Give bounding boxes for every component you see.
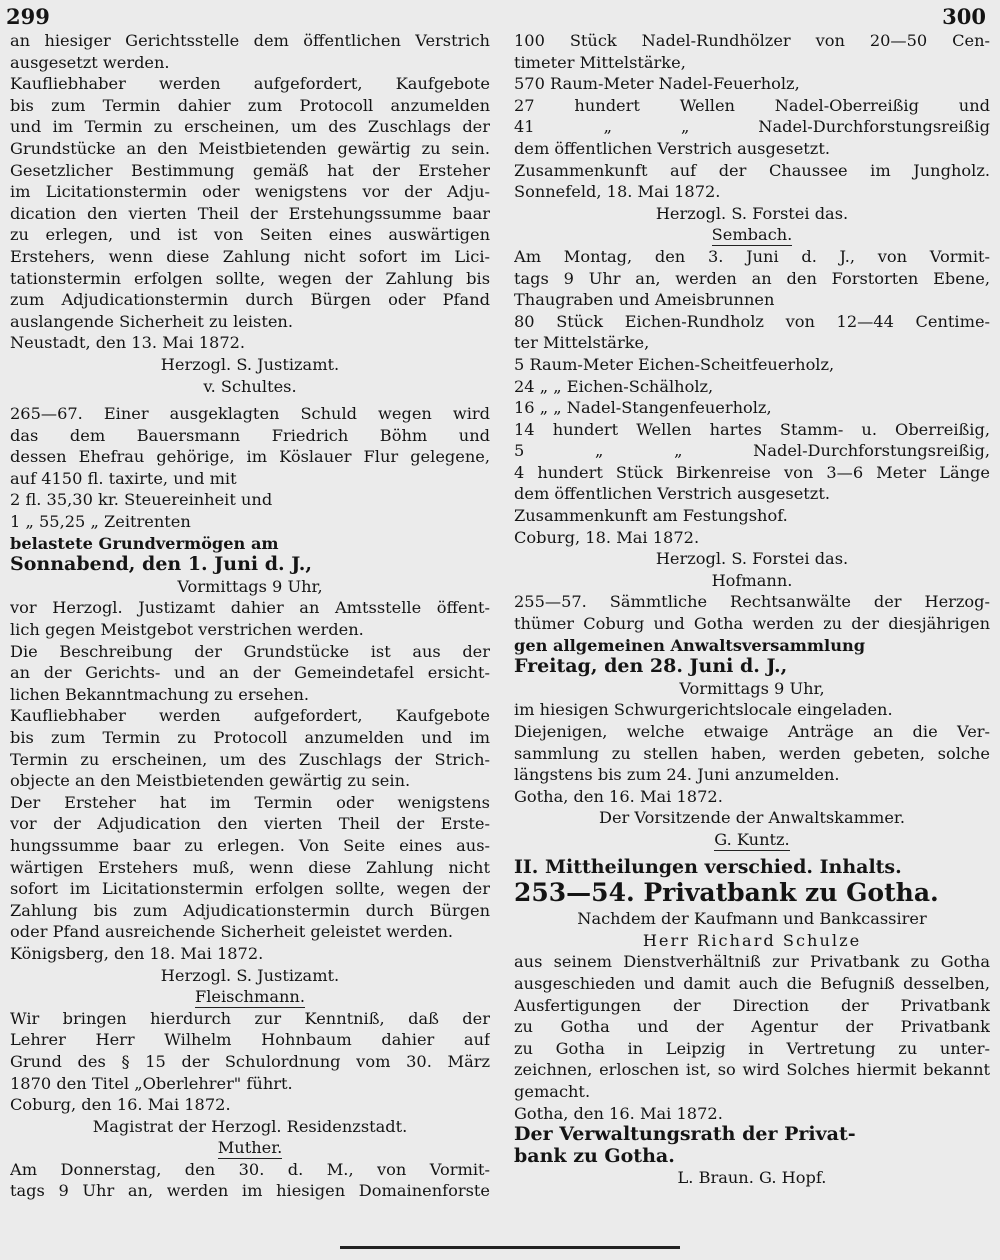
text-line <box>514 1016 990 1038</box>
line-text: dessen Ehefrau gehörige, im Köslauer Flur gelegene, <box>10 447 490 467</box>
text-line <box>514 354 990 376</box>
line-text: Freitag, den 28. Juni d. J., <box>514 656 788 678</box>
line-text: und im Termin zu erscheinen, um des Zuschlags der <box>10 117 490 137</box>
line-text: Vormittags 9 Uhr, <box>679 678 825 698</box>
text-line <box>514 721 990 743</box>
line-text: 4 hundert Stück Birkenreise von 3—6 Meter Länge <box>514 462 990 482</box>
text-line <box>514 973 990 995</box>
text-line <box>10 224 490 246</box>
line-text: Zahlung bis zum Adjudicationstermin durch Bürgen <box>10 900 490 920</box>
line-text: längstens bis zum 24. Juni anzumelden. <box>514 765 840 785</box>
text-line <box>10 770 490 792</box>
line-text: 14 hundert Wellen hartes Stamm- u. Oberreißig, <box>514 419 990 439</box>
line-text: das dem Bauersmann Friedrich Böhm und <box>10 425 490 445</box>
text-line <box>10 354 490 376</box>
line-text: 255—57. Sämmtliche Rechtsanwälte der Herzog- <box>514 592 990 612</box>
text-line <box>514 699 990 721</box>
text-line <box>10 468 490 490</box>
text-line <box>10 857 490 879</box>
text-line <box>10 203 490 225</box>
line-text: sammlung zu stellen haben, werden gebeten, solche <box>514 743 990 763</box>
line-text: II. Mittheilungen verschied. Inhalts. <box>514 856 902 878</box>
text-line <box>514 1167 990 1189</box>
line-text: Erstehers, wenn diese Zahlung nicht sofort im Lici- <box>10 246 490 266</box>
line-text: zu Gotha und der Agentur der Privatbank <box>514 1017 990 1037</box>
bottom-rule <box>340 1246 680 1249</box>
line-text: Sonnabend, den 1. Juni d. J., <box>10 554 312 576</box>
line-text: 80 Stück Eichen-Rundholz von 12—44 Centime- <box>514 311 990 331</box>
text-line <box>514 138 990 160</box>
text-line <box>10 1159 490 1181</box>
line-text: 2 fl. 35,30 kr. Steuereinheit und <box>10 490 273 510</box>
text-line <box>10 52 490 74</box>
text-line <box>514 548 990 570</box>
line-text: Am Donnerstag, den 30. d. M., von Vormit- <box>10 1159 490 1179</box>
text-line <box>514 419 990 441</box>
text-line <box>514 656 990 678</box>
line-text: Grund des § 15 der Schulordnung vom 30. März <box>10 1051 490 1071</box>
line-text: Sonnefeld, 18. Mai 1872. <box>514 182 721 202</box>
text-line <box>514 764 990 786</box>
line-text: Ausfertigungen der Direction der Privatbank <box>514 995 990 1015</box>
text-line <box>514 857 990 879</box>
text-line <box>514 181 990 203</box>
text-line <box>514 1081 990 1103</box>
text-line <box>10 1051 490 1073</box>
text-line <box>10 1180 490 1202</box>
text-line <box>514 440 990 462</box>
line-text: G. Kuntz. <box>714 829 790 849</box>
text-line <box>10 425 490 447</box>
line-text: tationstermin erfolgen sollte, wegen der Zahlung bis <box>10 268 490 288</box>
line-text: Zusammenkunft auf der Chaussee im Jungholz. <box>514 160 990 180</box>
line-text: an hiesiger Gerichtsstelle dem öffentlichen Verstrich <box>10 31 490 50</box>
text-line <box>514 505 990 527</box>
text-line <box>10 727 490 749</box>
text-line <box>514 1038 990 1060</box>
text-line <box>514 268 990 290</box>
text-line <box>10 1094 490 1116</box>
line-text: Kaufliebhaber werden aufgefordert, Kaufgebote <box>10 74 490 94</box>
text-line <box>514 203 990 225</box>
line-text: lich gegen Meistgebot verstrichen werden. <box>10 620 364 640</box>
text-line <box>514 116 990 138</box>
text-line <box>514 95 990 117</box>
line-text: wärtigen Erstehers muß, wenn diese Zahlung nicht <box>10 857 490 877</box>
text-line <box>10 576 490 598</box>
line-text: Die Beschreibung der Grundstücke ist aus der <box>10 641 490 661</box>
text-line <box>10 1137 490 1159</box>
text-line <box>10 749 490 771</box>
line-text: zu erlegen, und ist von Seiten eines auswärtigen <box>10 225 490 245</box>
text-line <box>10 533 490 555</box>
line-text: Der Vorsitzende der Anwaltskammer. <box>598 808 906 828</box>
line-text: tags 9 Uhr an, werden im hiesigen Domainenforste <box>10 1181 490 1201</box>
text-line <box>10 311 490 333</box>
line-text: 5 Raum-Meter Eichen-Scheitfeuerholz, <box>514 354 835 374</box>
line-text: Herzogl. S. Justizamt. <box>160 965 340 985</box>
left-column <box>10 30 490 1202</box>
line-text: v. Schultes. <box>203 376 297 396</box>
text-line <box>514 678 990 700</box>
line-text: Der Ersteher hat im Termin oder wenigstens <box>10 792 490 812</box>
line-text: 570 Raum-Meter Nadel-Feuerholz, <box>514 74 800 94</box>
text-line <box>10 30 490 52</box>
line-text: 1870 den Titel „Oberlehrer" führt. <box>10 1073 293 1093</box>
line-text: 24 „ „ Eichen-Schälholz, <box>514 376 714 396</box>
text-line <box>10 116 490 138</box>
text-line <box>10 289 490 311</box>
text-line <box>514 591 990 613</box>
line-text: ausgeschieden und damit auch die Befugniß desselben, <box>514 973 990 993</box>
line-text: Der Verwaltungsrath der Privat- <box>514 1124 856 1146</box>
line-text: bank zu Gotha. <box>514 1145 675 1167</box>
text-line <box>10 73 490 95</box>
text-line <box>10 792 490 814</box>
text-line <box>10 511 490 533</box>
text-line <box>10 878 490 900</box>
text-line <box>514 73 990 95</box>
text-line <box>514 570 990 592</box>
line-text: 100 Stück Nadel-Rundhölzer von 20—50 Cen- <box>514 31 990 50</box>
text-line <box>514 527 990 549</box>
line-text: zum Adjudicationstermin durch Bürgen oder Pfand <box>10 290 490 310</box>
line-text: 265—67. Einer ausgeklagten Schuld wegen wird <box>10 404 490 424</box>
text-line <box>514 30 990 52</box>
line-text: Thaugraben und Ameisbrunnen <box>514 290 775 310</box>
text-line <box>514 1059 990 1081</box>
text-line <box>10 376 490 398</box>
text-line <box>10 554 490 576</box>
text-line <box>10 332 490 354</box>
line-text: timeter Mittelstärke, <box>514 52 686 72</box>
text-line <box>514 635 990 657</box>
line-text: Herzogl. S. Forstei das. <box>655 549 849 569</box>
page-number-right: 300 <box>942 4 986 29</box>
line-text: Zusammenkunft am Festungshof. <box>514 506 788 526</box>
text-line <box>514 1103 990 1125</box>
text-line <box>514 1124 990 1146</box>
line-text: zeichnen, erloschen ist, so wird Solches hiermit bekannt <box>514 1060 990 1080</box>
text-line <box>514 878 990 908</box>
line-text: bis zum Termin zu Protocoll anzumelden und im <box>10 728 490 747</box>
line-text: Gotha, den 16. Mai 1872. <box>514 1103 723 1123</box>
text-line <box>10 403 490 425</box>
line-text: 27 hundert Wellen Nadel-Oberreißig und <box>514 95 990 115</box>
line-text: 41 „ „ Nadel-Durchforstungsreißig <box>514 117 990 137</box>
line-text: 16 „ „ Nadel-Stangenfeuerholz, <box>514 398 772 418</box>
line-text: im hiesigen Schwurgerichtslocale eingeladen. <box>514 700 893 720</box>
line-text: Am Montag, den 3. Juni d. J., von Vormit- <box>514 246 990 266</box>
text-line <box>514 332 990 354</box>
line-text: Fleischmann. <box>195 987 305 1007</box>
text-line <box>10 268 490 290</box>
line-text: Termin zu erscheinen, um des Zuschlags der Strich- <box>10 749 490 769</box>
text-line <box>10 181 490 203</box>
text-line <box>10 1073 490 1095</box>
line-text: Nachdem der Kaufmann und Bankcassirer <box>577 909 927 929</box>
line-text: oder Pfand ausreichende Sicherheit geleistet werden. <box>10 922 454 942</box>
line-text: aus seinem Dienstverhältniß zur Privatbank zu Gotha <box>514 952 990 972</box>
text-line <box>514 951 990 973</box>
line-text: dem öffentlichen Verstrich ausgesetzt. <box>514 484 830 504</box>
text-line <box>514 311 990 333</box>
right-column <box>514 30 990 1189</box>
line-text: auf 4150 fl. taxirte, und mit <box>10 468 237 488</box>
line-text: Sembach. <box>711 225 793 245</box>
text-line <box>514 1146 990 1168</box>
text-line <box>10 641 490 663</box>
line-text: lichen Bekanntmachung zu ersehen. <box>10 684 310 704</box>
text-line <box>514 786 990 808</box>
line-text: vor Herzogl. Justizamt dahier an Amtsstelle öffent- <box>10 598 490 618</box>
text-line <box>10 619 490 641</box>
text-line <box>514 613 990 635</box>
text-line <box>10 246 490 268</box>
text-line <box>10 1008 490 1030</box>
line-text: Diejenigen, welche etwaige Anträge an die Ver- <box>514 722 990 741</box>
line-text: gen allgemeinen Anwaltsversammlung <box>514 635 866 655</box>
line-text: Magistrat der Herzogl. Residenzstadt. <box>92 1116 408 1136</box>
line-text: thümer Coburg und Gotha werden zu der diesjährigen <box>514 614 990 634</box>
line-text: Hofmann. <box>711 570 793 590</box>
text-line <box>10 597 490 619</box>
line-text: Lehrer Herr Wilhelm Hohnbaum dahier auf <box>10 1030 490 1050</box>
line-text: im Licitationstermin oder wenigstens vor der Adju- <box>10 182 490 202</box>
text-line <box>10 1029 490 1051</box>
text-line <box>514 397 990 419</box>
line-text: Vormittags 9 Uhr, <box>177 576 323 596</box>
text-line <box>514 908 990 930</box>
page-number-left: 299 <box>6 4 50 29</box>
line-text: Coburg, 18. Mai 1872. <box>514 527 700 547</box>
text-line <box>514 376 990 398</box>
text-line <box>514 246 990 268</box>
line-text: gemacht. <box>514 1081 591 1101</box>
line-text: ausgesetzt werden. <box>10 52 170 72</box>
line-text: Neustadt, den 13. Mai 1872. <box>10 333 246 353</box>
text-line <box>514 829 990 851</box>
line-text: an der Gerichts- und an der Gemeindetafel ersicht- <box>10 663 490 683</box>
line-text: vor der Adjudication den vierten Theil der Erste- <box>10 814 490 834</box>
text-line <box>514 995 990 1017</box>
line-text: Kaufliebhaber werden aufgefordert, Kaufgebote <box>10 706 490 726</box>
line-text: Wir bringen hierdurch zur Kenntniß, daß der <box>10 1008 490 1028</box>
line-text: dem öffentlichen Verstrich ausgesetzt. <box>514 138 830 158</box>
text-line <box>10 900 490 922</box>
text-line <box>10 1116 490 1138</box>
text-line <box>514 224 990 246</box>
text-line <box>10 95 490 117</box>
line-text: L. Braun. G. Hopf. <box>677 1168 827 1188</box>
line-text: bis zum Termin dahier zum Protocoll anzumelden <box>10 95 490 115</box>
line-text: Coburg, den 16. Mai 1872. <box>10 1095 231 1115</box>
text-line <box>10 921 490 943</box>
text-line <box>514 289 990 311</box>
line-text: objecte an den Meistbietenden gewärtig zu sein. <box>10 771 411 791</box>
text-line <box>10 446 490 468</box>
line-text: sofort im Licitationstermin erfolgen sollte, wegen der <box>10 879 490 899</box>
line-text: Herr Richard Schulze <box>642 930 862 950</box>
text-line <box>514 52 990 74</box>
text-line <box>10 813 490 835</box>
text-line <box>10 986 490 1008</box>
text-line <box>10 138 490 160</box>
line-text: auslangende Sicherheit zu leisten. <box>10 311 293 331</box>
text-line <box>10 943 490 965</box>
line-text: 253—54. Privatbank zu Gotha. <box>514 878 939 908</box>
line-text: Muther. <box>217 1138 283 1158</box>
text-line <box>10 965 490 987</box>
line-text: Herzogl. S. Forstei das. <box>655 203 849 223</box>
line-text: Gotha, den 16. Mai 1872. <box>514 786 723 806</box>
line-text: dication den vierten Theil der Erstehungssumme baar <box>10 203 490 223</box>
line-text: ter Mittelstärke, <box>514 333 650 353</box>
text-line <box>514 483 990 505</box>
line-text: tags 9 Uhr an, werden an den Forstorten Ebene, <box>514 268 990 288</box>
text-line <box>10 489 490 511</box>
text-line <box>10 684 490 706</box>
text-line <box>514 160 990 182</box>
line-text: Grundstücke an den Meistbietenden gewärtig zu sein. <box>10 138 490 158</box>
text-line <box>514 743 990 765</box>
text-line <box>10 835 490 857</box>
line-text: belastete Grundvermögen am <box>10 533 279 553</box>
line-text: Gesetzlicher Bestimmung gemäß hat der Ersteher <box>10 160 490 180</box>
text-line <box>10 662 490 684</box>
text-line <box>10 705 490 727</box>
text-line <box>10 160 490 182</box>
line-text: Königsberg, den 18. Mai 1872. <box>10 943 264 963</box>
line-text: 1 „ 55,25 „ Zeitrenten <box>10 512 191 532</box>
line-text: hungssumme baar zu erlegen. Von Seite eines aus- <box>10 835 490 855</box>
line-text: Herzogl. S. Justizamt. <box>160 354 340 374</box>
line-text: zu Gotha in Leipzig in Vertretung zu unter- <box>514 1038 990 1058</box>
text-line <box>514 807 990 829</box>
text-line <box>514 462 990 484</box>
text-line <box>514 930 990 952</box>
line-text: 5 „ „ Nadel-Durchforstungsreißig, <box>514 441 990 461</box>
